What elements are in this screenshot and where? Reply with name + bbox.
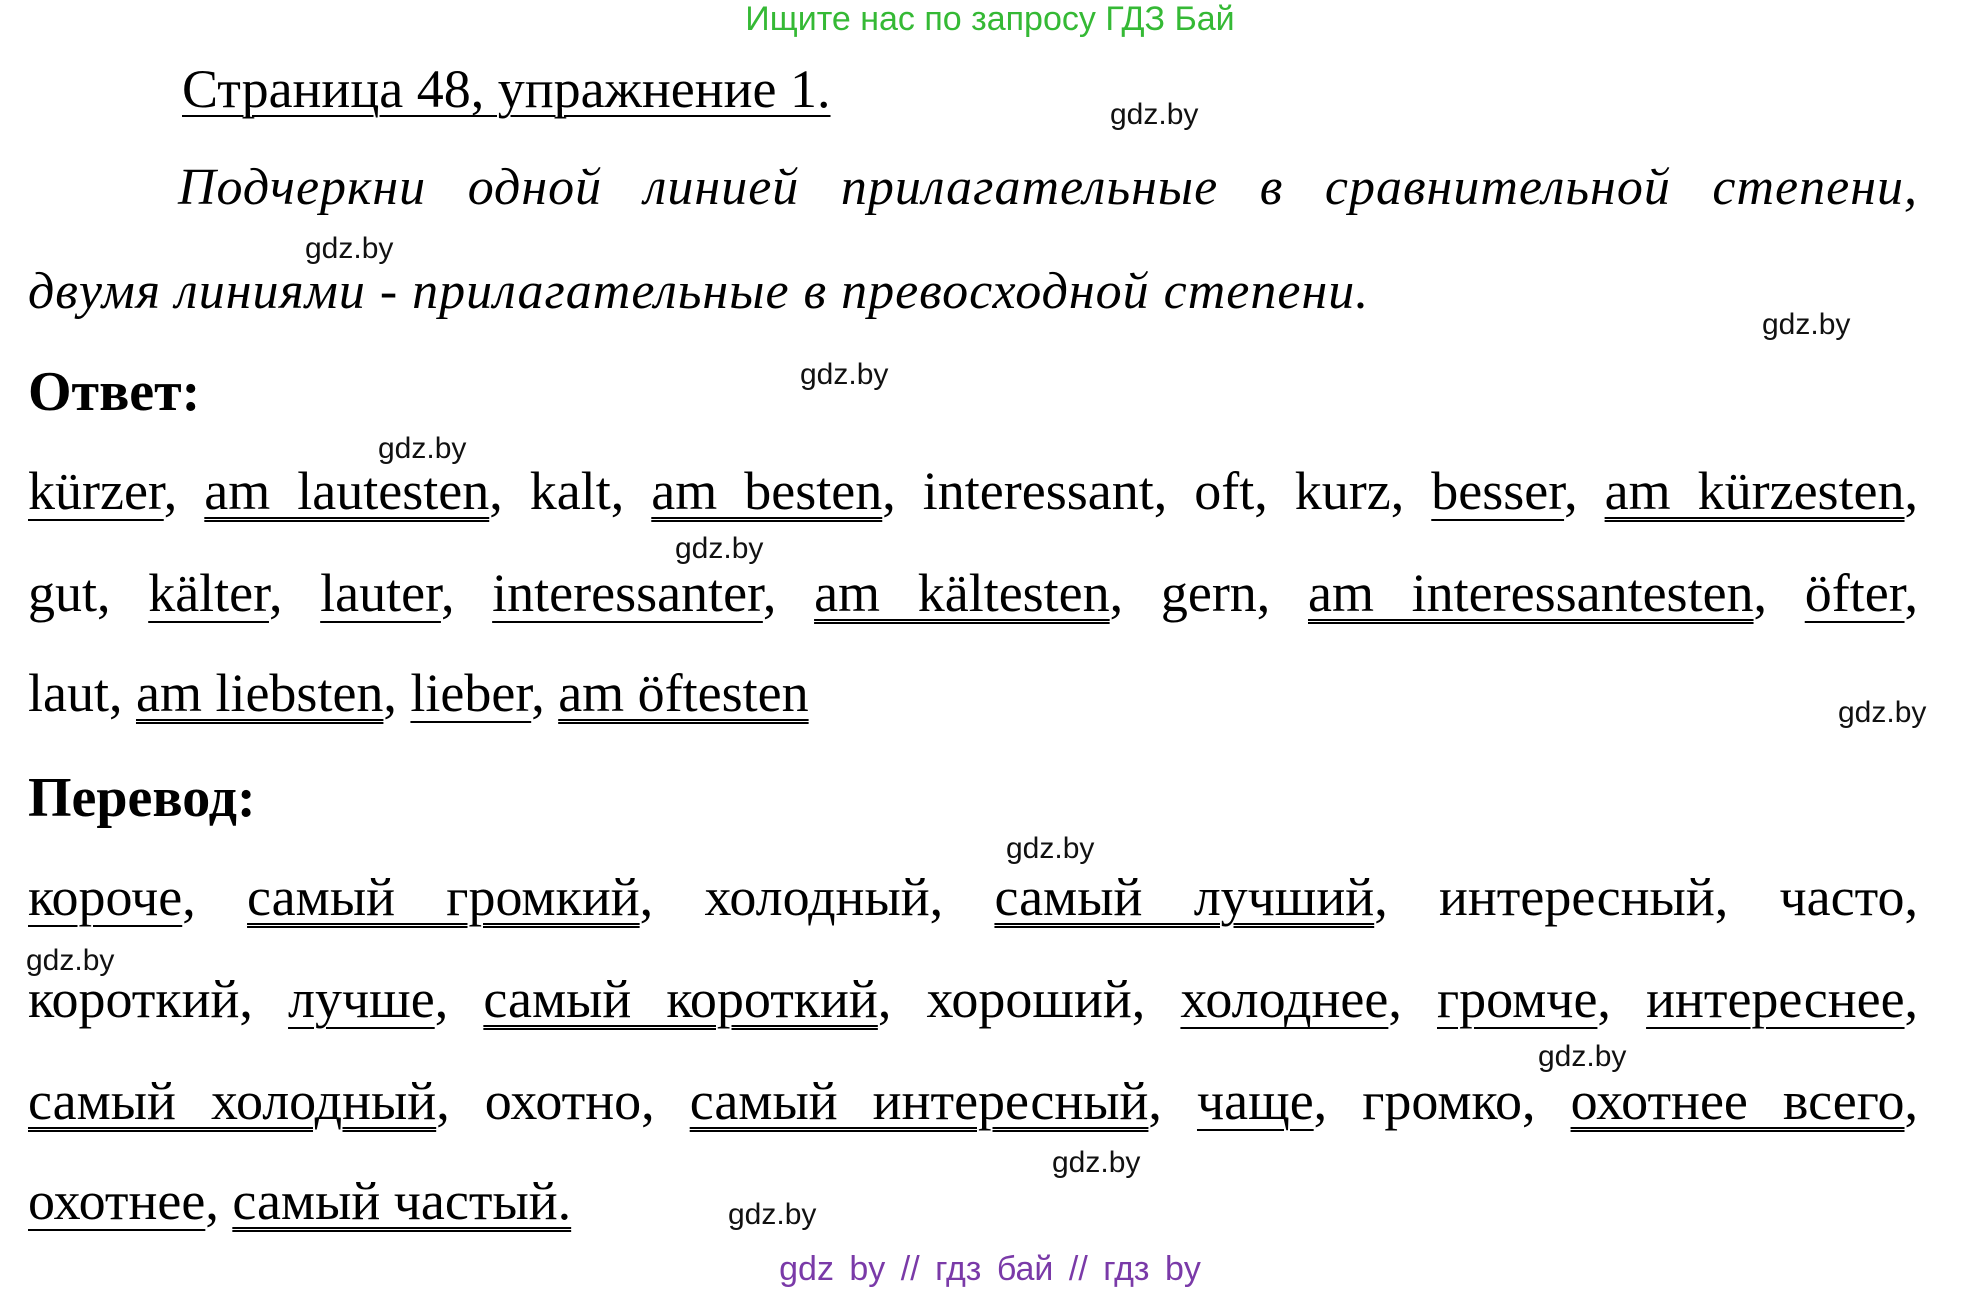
plain-text: , громко, (1313, 1071, 1571, 1131)
plain-text: , gern, (1109, 563, 1308, 623)
plain-text: , (1597, 969, 1647, 1029)
answer-line (28, 562, 1918, 624)
comparative-word: громче (1437, 969, 1598, 1029)
superlative-word: самый интересный (689, 1071, 1149, 1131)
plain-text: , interessant, oft, kurz, (882, 461, 1432, 521)
footer-links: gdz by // гдз бай // гдз by (779, 1250, 1201, 1288)
watermark: gdz.by (1762, 308, 1851, 341)
plain-text: , (268, 563, 321, 623)
watermark: gdz.by (26, 944, 115, 977)
comparative-word: öfter (1804, 563, 1905, 623)
translation-line (28, 968, 1918, 1030)
plain-text: , kalt, (489, 461, 652, 521)
superlative-word: am kürzesten (1604, 461, 1905, 521)
superlative-word: самый частый. (232, 1171, 572, 1231)
superlative-word: am interessantesten (1308, 563, 1754, 623)
comparative-word: короче (28, 867, 183, 927)
superlative-word: охотнее всего (1570, 1071, 1905, 1131)
answer-line (28, 460, 1918, 522)
watermark: gdz.by (800, 358, 889, 391)
watermark: gdz.by (728, 1198, 817, 1231)
watermark: gdz.by (1538, 1040, 1627, 1073)
watermark: gdz.by (378, 432, 467, 465)
watermark: gdz.by (305, 232, 394, 265)
comparative-word: интереснее (1646, 969, 1905, 1029)
answer-heading: Ответ: (28, 361, 201, 423)
comparative-word: охотнее (28, 1171, 206, 1231)
comparative-word: чаще (1196, 1071, 1314, 1131)
translation-line (28, 1070, 1918, 1132)
answer-line (28, 662, 1918, 724)
plain-text: , охотно, (436, 1071, 690, 1131)
page-title: Страница 48, упражнение 1. (182, 59, 831, 119)
superlative-word: am liebsten (135, 663, 384, 723)
watermark: gdz.by (1052, 1146, 1141, 1179)
watermark: gdz.by (1838, 696, 1927, 729)
watermark: gdz.by (1110, 98, 1199, 131)
superlative-word: am kältesten (814, 563, 1110, 623)
comparative-word: besser (1431, 461, 1565, 521)
plain-text: , (531, 663, 559, 723)
plain-text: , интересный, часто, (1374, 867, 1919, 927)
plain-text: , (1904, 1071, 1919, 1131)
plain-text: , (1564, 461, 1605, 521)
plain-text: gut, (28, 563, 149, 623)
watermark: gdz.by (675, 532, 764, 565)
plain-text: , холодный, (639, 867, 995, 927)
task-text-line-1: Подчеркни одной линией прилагательные в сравнительной степени, (178, 159, 1918, 216)
comparative-word: interessanter (492, 563, 763, 623)
plain-text: , (1904, 969, 1919, 1029)
plain-text: , (383, 663, 411, 723)
plain-text: , (1904, 563, 1919, 623)
plain-text: laut, (28, 663, 136, 723)
plain-text: , (163, 461, 205, 521)
plain-text: , (440, 563, 493, 623)
comparative-word: лучше (288, 969, 435, 1029)
plain-text: , (1148, 1071, 1197, 1131)
comparative-word: kälter (148, 563, 269, 623)
superlative-word: am lautesten (204, 461, 490, 521)
plain-text: , хороший, (877, 969, 1181, 1029)
superlative-word: самый холодный (28, 1071, 437, 1131)
superlative-word: am öftesten (558, 663, 809, 723)
plain-text: , (182, 867, 248, 927)
watermark: gdz.by (1006, 832, 1095, 865)
superlative-word: самый лучший (994, 867, 1375, 927)
comparative-word: kürzer (28, 461, 164, 521)
plain-text: , (205, 1171, 233, 1231)
comparative-word: lauter (320, 563, 441, 623)
superlative-word: am besten (651, 461, 883, 521)
plain-text: , (1904, 461, 1919, 521)
task-text-line-2: двумя линиями - прилагательные в превосходной степени. (28, 263, 1370, 320)
plain-text: короткий, (28, 969, 289, 1029)
translation-heading: Перевод: (28, 767, 256, 829)
search-hint-banner: Ищите нас по запросу ГДЗ Бай (745, 0, 1235, 38)
plain-text: , (434, 969, 484, 1029)
translation-line (28, 1170, 1918, 1232)
plain-text: , (762, 563, 815, 623)
plain-text: , (1388, 969, 1437, 1029)
translation-line (28, 866, 1918, 928)
superlative-word: самый громкий (247, 867, 640, 927)
superlative-word: самый короткий (483, 969, 878, 1029)
plain-text: , (1753, 563, 1805, 623)
comparative-word: lieber (410, 663, 532, 723)
comparative-word: холоднее (1180, 969, 1389, 1029)
